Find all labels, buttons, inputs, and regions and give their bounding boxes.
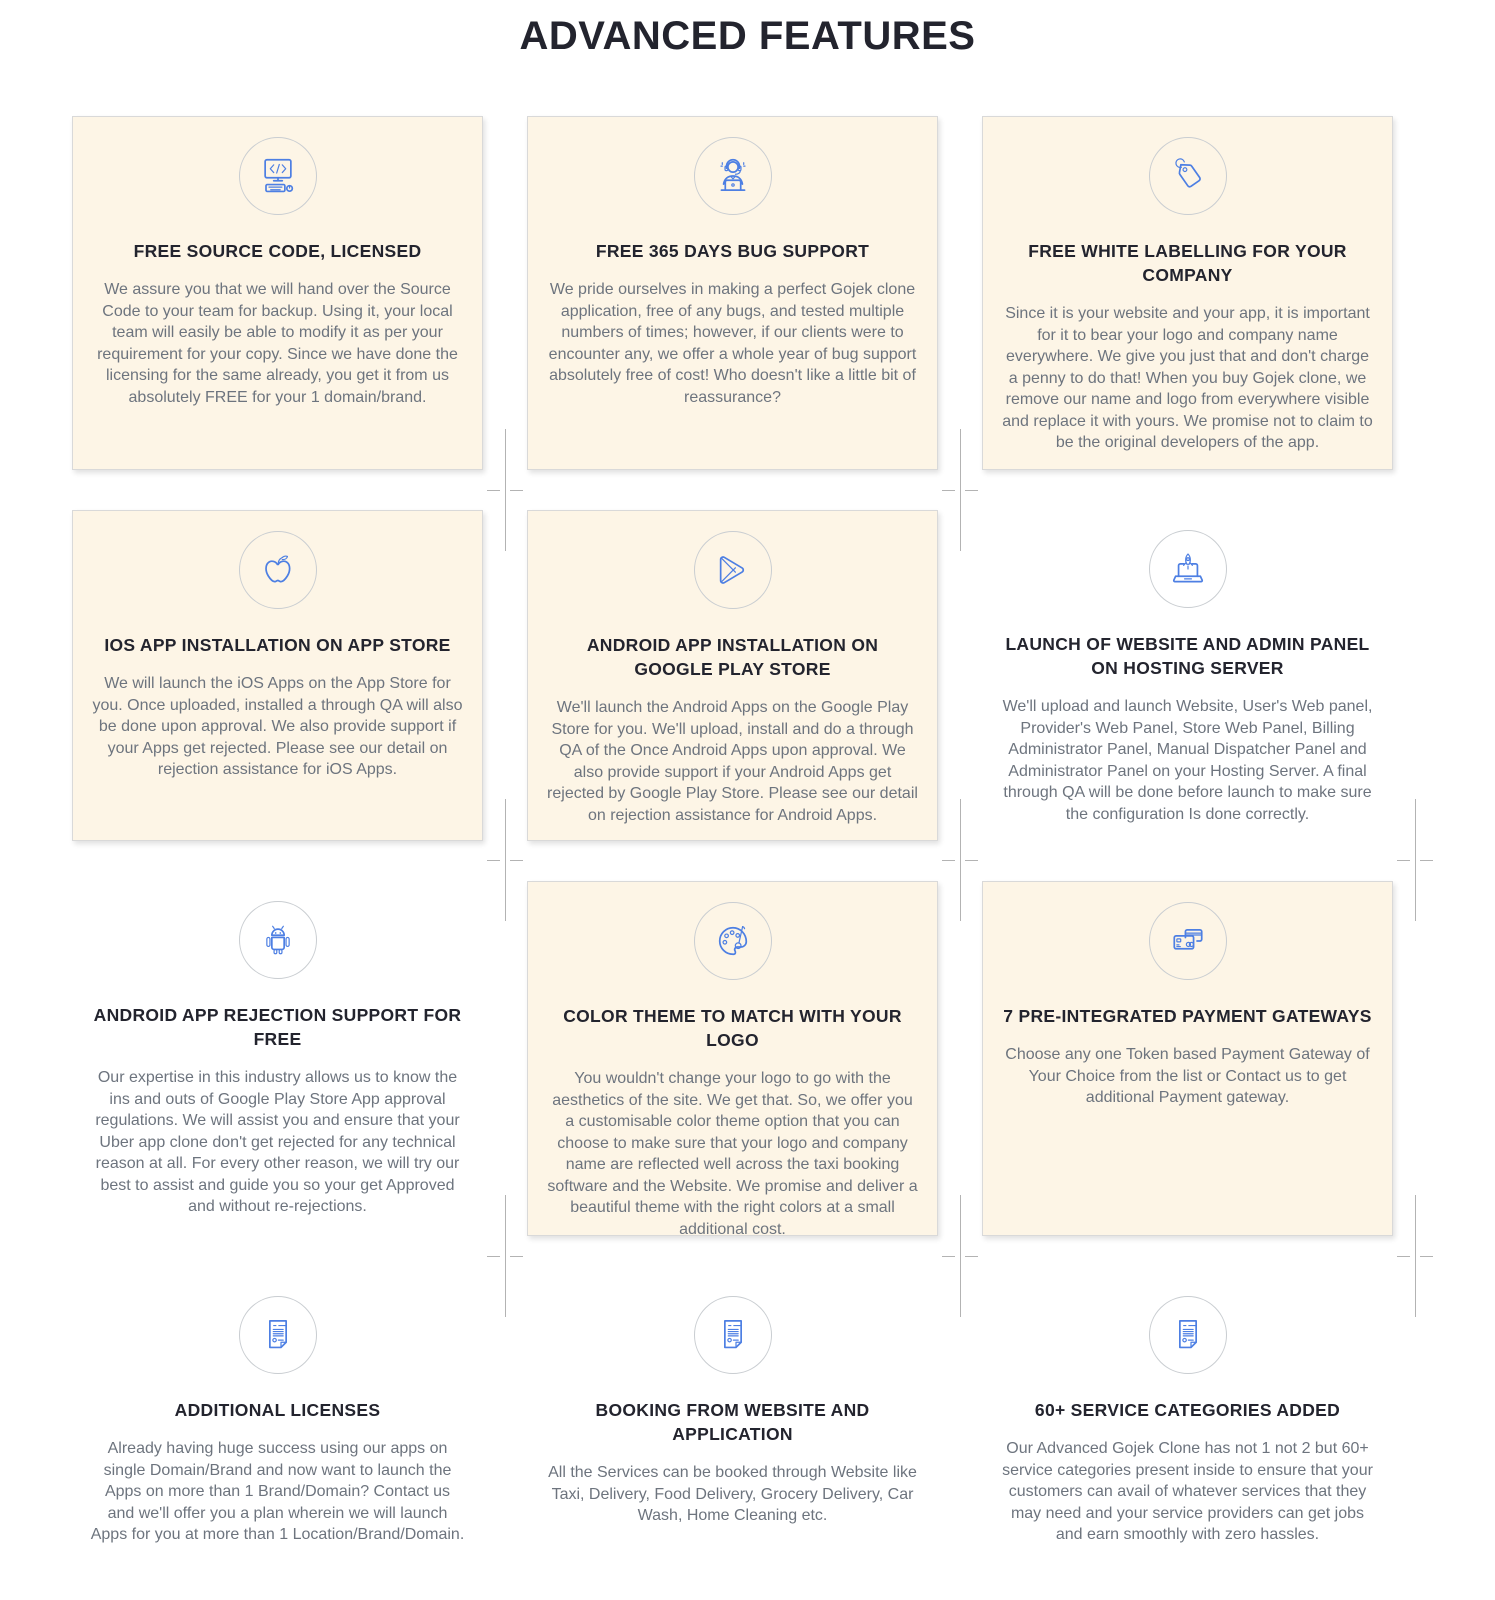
feature-title: COLOR THEME TO MATCH WITH YOUR LOGO bbox=[563, 1006, 902, 1050]
bug-support-agent-icon bbox=[709, 152, 757, 200]
feature-description: We'll upload and launch Website, User's Web panel, Provider's Web Panel, Store Web Panel, Billing Administrator Panel, Manual Dispatcher Panel and Administrator Panel on your Hosting Server. A final through QA will be done before launch to make sure the configuration Is done correctly. bbox=[1002, 698, 1373, 823]
feature-description: Since it is your website and your app, it is important for it to bear your logo and company name everywhere. We give you just that and don't charge a penny to do that! When you buy Gojek clone, we remove our name and logo from everywhere visible and replace it with yours. We promise not to claim to be the original developers of the app. bbox=[1002, 305, 1373, 451]
feature-card bbox=[982, 1276, 1393, 1576]
feature-title: ANDROID APP REJECTION SUPPORT FOR FREE bbox=[93, 1005, 462, 1049]
feature-icon-circle bbox=[1149, 137, 1227, 215]
feature-title: LAUNCH OF WEBSITE AND ADMIN PANEL ON HOSTING SERVER bbox=[1005, 634, 1370, 678]
feature-title: 60+ SERVICE CATEGORIES ADDED bbox=[1034, 1400, 1341, 1420]
feature-icon-circle bbox=[694, 1296, 772, 1374]
feature-icon-circle bbox=[239, 1296, 317, 1374]
feature-title: BOOKING FROM WEBSITE AND APPLICATION bbox=[595, 1400, 870, 1444]
feature-description: We assure you that we will hand over the Source Code to your team for backup. Using it, your local team will easily be able to modify it as per your requirement for your copy. Since we have done the licensing for the same already, you get it from us absolutely FREE for your 1 domain/brand. bbox=[97, 281, 458, 406]
license-document-icon bbox=[254, 1311, 302, 1359]
android-robot-icon bbox=[254, 916, 302, 964]
grid-cross-marker bbox=[942, 429, 978, 551]
feature-icon-circle bbox=[1149, 530, 1227, 608]
feature-title: FREE 365 DAYS BUG SUPPORT bbox=[595, 241, 870, 261]
grid-cross-marker bbox=[1397, 799, 1433, 921]
feature-description: Already having huge success using our apps on single Domain/Brand and now want to launch the Apps on more than 1 Brand/Domain? Contact us and we'll offer you a plan wherein we will launch Apps for you at more than 1 Location/Brand/Domain. bbox=[90, 1440, 465, 1543]
feature-icon-circle bbox=[239, 137, 317, 215]
feature-card bbox=[527, 1276, 938, 1576]
feature-title: ADDITIONAL LICENSES bbox=[174, 1400, 381, 1420]
feature-icon-circle bbox=[694, 531, 772, 609]
feature-description: We'll launch the Android Apps on the Google Play Store for you. We'll upload, install and do a through QA of the Once Android Apps upon approval. We also provide support if your Android Apps get rejected by Google Play Store. Please see our detail on rejection assistance for Android Apps. bbox=[547, 699, 918, 824]
feature-icon-circle bbox=[239, 901, 317, 979]
feature-card bbox=[527, 881, 938, 1236]
rocket-launch-laptop-icon bbox=[1164, 545, 1212, 593]
feature-card bbox=[72, 116, 483, 470]
feature-icon-circle bbox=[1149, 1296, 1227, 1374]
apple-logo-icon bbox=[254, 546, 302, 594]
feature-description: All the Services can be booked through Website like Taxi, Delivery, Food Delivery, Grocery Delivery, Car Wash, Home Cleaning etc. bbox=[548, 1464, 917, 1524]
feature-card bbox=[982, 116, 1393, 470]
feature-description: We will launch the iOS Apps on the App Store for you. Once uploaded, installed a through QA will also be done upon approval. We also provide support if your Apps get rejected. Please see our detail on rejection assistance for iOS Apps. bbox=[92, 675, 463, 778]
feature-card bbox=[72, 881, 483, 1236]
feature-description: Our Advanced Gojek Clone has not 1 not 2 but 60+ service categories present inside to ensure that your customers can avail of whatever services that they may need and your service providers can get jobs and earn smoothly with zero hassles. bbox=[1002, 1440, 1373, 1543]
feature-icon-circle bbox=[1149, 902, 1227, 980]
price-tag-icon bbox=[1164, 152, 1212, 200]
google-play-icon bbox=[709, 546, 757, 594]
feature-description: Choose any one Token based Payment Gateway of Your Choice from the list or Contact us to get additional Payment gateway. bbox=[1005, 1046, 1370, 1106]
feature-card bbox=[982, 510, 1393, 841]
feature-card bbox=[982, 881, 1393, 1236]
feature-title: FREE SOURCE CODE, LICENSED bbox=[133, 241, 422, 261]
grid-cross-marker bbox=[942, 1195, 978, 1317]
feature-icon-circle bbox=[694, 902, 772, 980]
page-title: ADVANCED FEATURES bbox=[519, 14, 976, 58]
grid-cross-marker bbox=[487, 1195, 523, 1317]
source-code-monitor-icon bbox=[254, 152, 302, 200]
feature-icon-circle bbox=[239, 531, 317, 609]
feature-description: We pride ourselves in making a perfect Gojek clone application, free of any bugs, and tested multiple numbers of times; however, if our clients were to encounter any, we offer a whole year of bug support absolutely free of cost! Who doesn't like a little bit of reassurance? bbox=[548, 281, 917, 406]
payment-cards-icon bbox=[1164, 917, 1212, 965]
feature-icon-circle bbox=[694, 137, 772, 215]
feature-description: Our expertise in this industry allows us to know the ins and outs of Google Play Store App approval regulations. We will assist you and ensure that your Uber app clone don't get rejected for any technical reason at all. For every other reason, we will try our best to assist and guide you so your get Approved and without re-rejections. bbox=[95, 1069, 460, 1215]
grid-cross-marker bbox=[942, 799, 978, 921]
service-categories-document-icon bbox=[1164, 1311, 1212, 1359]
color-palette-icon bbox=[709, 917, 757, 965]
feature-card bbox=[72, 1276, 483, 1576]
booking-document-icon bbox=[709, 1311, 757, 1359]
grid-cross-marker bbox=[487, 799, 523, 921]
feature-title: ANDROID APP INSTALLATION ON GOOGLE PLAY STORE bbox=[586, 635, 879, 679]
feature-card bbox=[527, 510, 938, 841]
feature-card bbox=[527, 116, 938, 470]
feature-title: IOS APP INSTALLATION ON APP STORE bbox=[104, 635, 451, 655]
grid-cross-marker bbox=[1397, 1195, 1433, 1317]
feature-description: You wouldn't change your logo to go with the aesthetics of the site. We get that. So, we offer you a customisable color theme option that you can choose to make sure that your logo and company name are reflected well across the taxi booking software and the Website. We promise and deliver a beautiful theme with the right colors at a small additional cost. bbox=[547, 1070, 918, 1238]
feature-title: FREE WHITE LABELLING FOR YOUR COMPANY bbox=[1028, 241, 1347, 285]
grid-cross-marker bbox=[487, 429, 523, 551]
features-grid bbox=[72, 116, 1394, 1576]
feature-title: 7 PRE-INTEGRATED PAYMENT GATEWAYS bbox=[1003, 1006, 1372, 1026]
feature-card bbox=[72, 510, 483, 841]
